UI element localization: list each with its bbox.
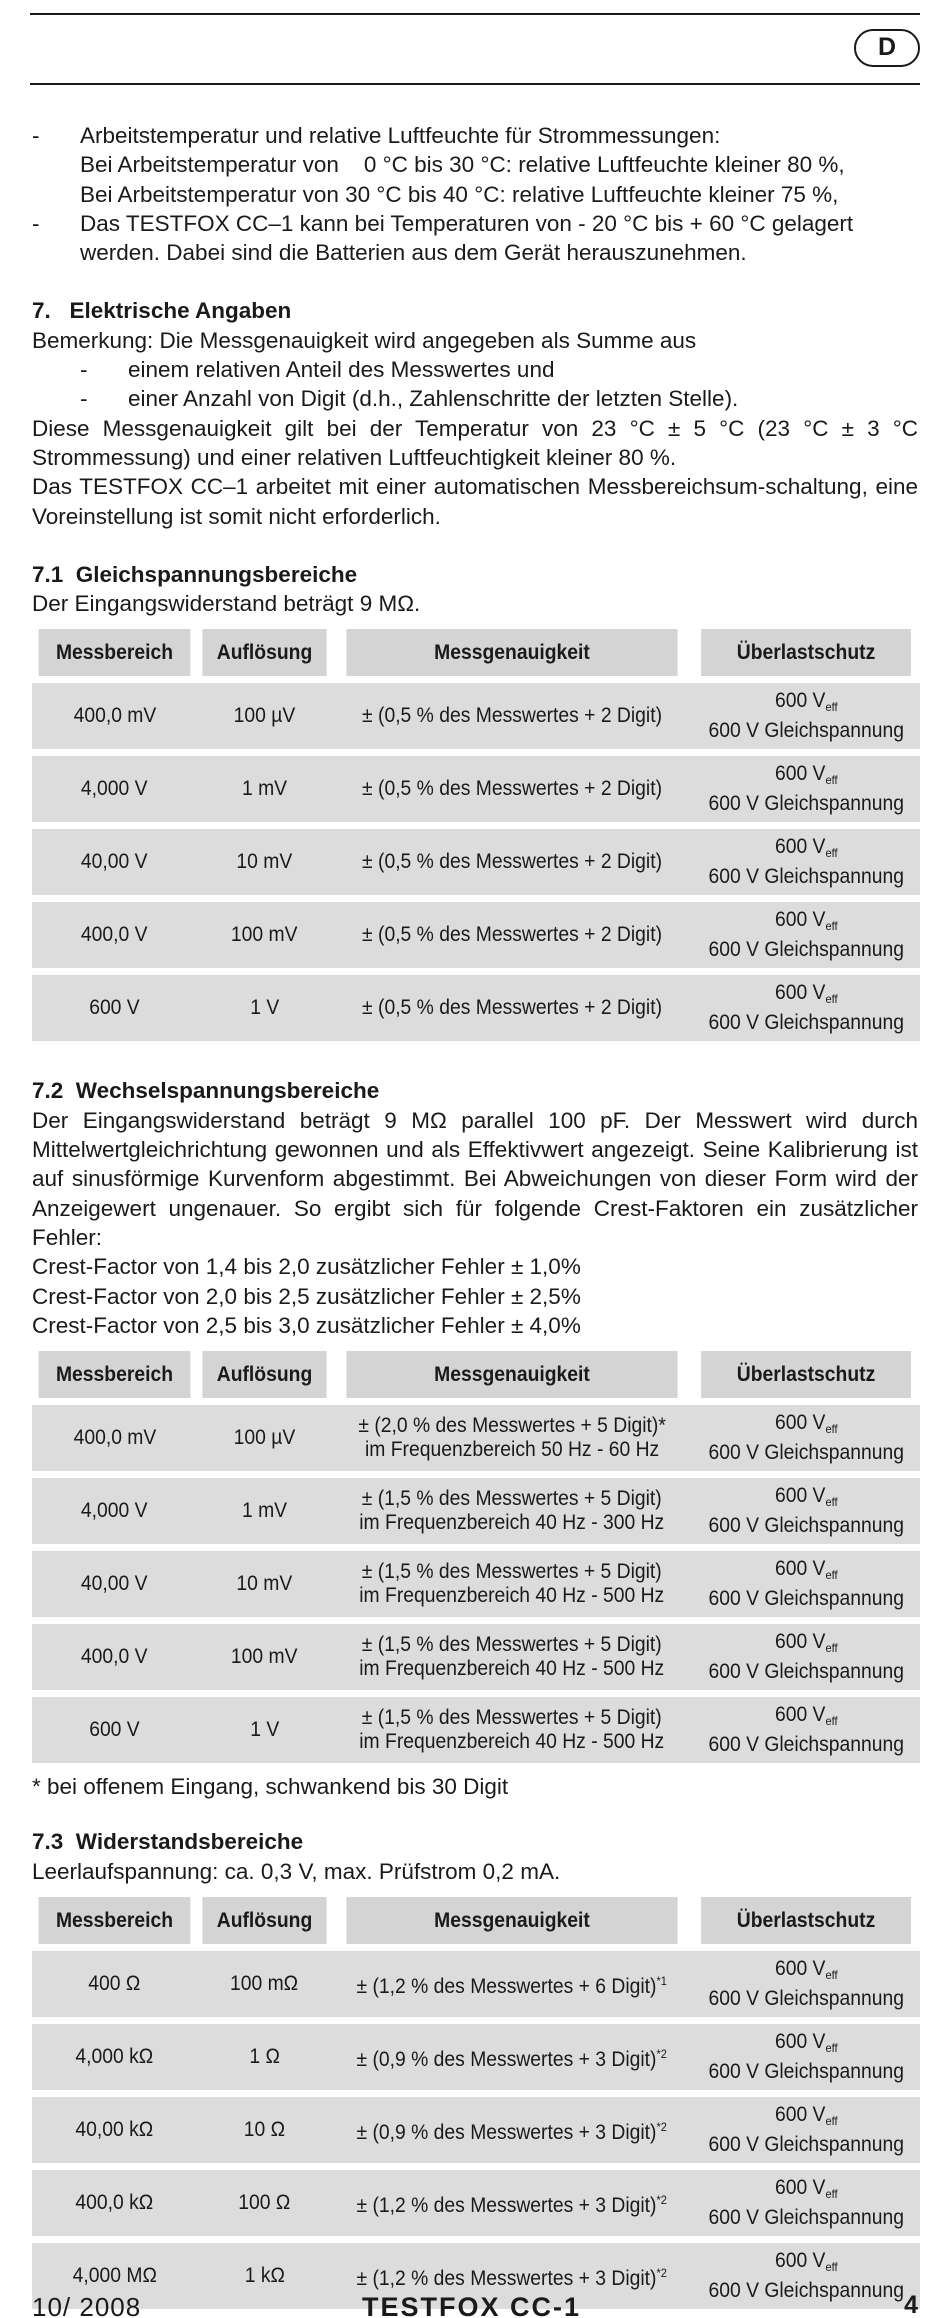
column-header: Messbereich (39, 1351, 191, 1398)
section-heading: 7.2 Wechselspannungsbereiche (32, 1078, 380, 1104)
table-row: 600 V 1 V ± (0,5 % des Messwertes + 2 Digit) 600 $V_{eff}$ 600 V Gleichspannung (32, 975, 920, 1041)
column-header: Messgenauigkeit (346, 1351, 677, 1398)
column-header: Auflösung (202, 1897, 326, 1944)
list-item: - Das TESTFOX CC–1 kann bei Temperaturen von - 20 °C bis + 60 °C gelagert werden. Dabei sind die Batterien aus dem Gerät herauszunehmen. (32, 210, 854, 266)
table-row: 4,000 V 1 mV ± (1,5 % des Messwertes + 5 Digit) im Frequenzbereich 40 Hz - 300 Hz 600 $V_{eff}$ 600 V Gleichspannung (32, 1478, 920, 1544)
list-item: - einer Anzahl von Digit (d.h., Zahlenschritte der letzten Stelle). (80, 386, 739, 412)
column-header: Überlastschutz (701, 629, 911, 676)
table-row: 400,0 mV 100 µV ± (2,0 % des Messwertes + 5 Digit)* im Frequenzbereich 50 Hz - 60 Hz 600 $V_{eff}$ 600 V Gleichspannung (32, 1405, 920, 1471)
footer-title: TESTFOX CC-1 (362, 2292, 582, 2318)
dc-voltage-table (32, 622, 920, 1048)
table-row: 4,000 V 1 mV ± (0,5 % des Messwertes + 2 Digit) 600 $V_{eff}$ 600 V Gleichspannung (32, 756, 920, 822)
page-content (32, 121, 918, 2318)
paragraph: Der Eingangswiderstand beträgt 9 MΩ parallel 100 pF. Der Messwert wird durch Mittelwertgleichrichtung gewonnen und als Effektivwert angezeigt. Seine Kalibrierung ist auf sinusförmige Kurvenform abgestimmt. Bei Abweichungen von dieser Form wird der Anzeigewert ungenauer. So ergibt sich für folgende Crest-Faktoren ein zusätzlicher Fehler: (32, 1107, 918, 1250)
column-header: Messgenauigkeit (346, 629, 677, 676)
section-heading: 7. Elektrische Angaben (32, 298, 292, 324)
table-row: 40,00 V 10 mV ± (0,5 % des Messwertes + 2 Digit) 600 $V_{eff}$ 600 V Gleichspannung (32, 829, 920, 895)
crest-line: Crest-Factor von 2,5 bis 3,0 zusätzlicher Fehler ± 4,0% (32, 1312, 581, 1338)
paragraph: Der Eingangswiderstand beträgt 9 MΩ. (32, 591, 421, 617)
column-header: Überlastschutz (701, 1351, 911, 1398)
table-row: 400 Ω 100 mΩ ± (1,2 % des Messwertes + 6 Digit)$^{*1}$ 600 $V_{eff}$ 600 V Gleichspannung (32, 1951, 920, 2017)
column-header: Auflösung (202, 1351, 326, 1398)
remark: Bemerkung: Die Messgenauigkeit wird angegeben als Summe aus (32, 327, 697, 353)
footnote: * bei offenem Eingang, schwankend bis 30 Digit (32, 1774, 509, 1800)
resistance-table (32, 1890, 920, 2316)
table-row: 400,0 mV 100 µV ± (0,5 % des Messwertes + 2 Digit) 600 $V_{eff}$ 600 V Gleichspannung (32, 683, 920, 749)
table-row: 4,000 kΩ 1 Ω ± (0,9 % des Messwertes + 3 Digit)$^{*2}$ 600 $V_{eff}$ 600 V Gleichspannung (32, 2024, 920, 2090)
table-row: 600 V 1 V ± (1,5 % des Messwertes + 5 Digit) im Frequenzbereich 40 Hz - 500 Hz 600 $V_{eff}$ 600 V Gleichspannung (32, 1697, 920, 1763)
top-rule (30, 13, 920, 15)
footer-date: 10/ 2008 (32, 2292, 142, 2318)
column-header: Überlastschutz (701, 1897, 911, 1944)
list-item: - Arbeitstemperatur und relative Luftfeuchte für Strommessungen: Bei Arbeitstemperatur von 0 °C bis 30 °C: relative Luftfeuchte kleiner 80 %, Bei Arbeitstemperatur von 30 °C bis 40 °C: relative Luftfeuchte kleiner 75 %, (32, 123, 845, 207)
section-heading: 7.3 Widerstandsbereiche (32, 1829, 304, 1855)
column-header: Auflösung (202, 629, 326, 676)
page-footer (32, 2282, 918, 2318)
crest-line: Crest-Factor von 1,4 bis 2,0 zusätzlicher Fehler ± 1,0% (32, 1254, 581, 1280)
paragraph: Diese Messgenauigkeit gilt bei der Temperatur von 23 °C ± 5 °C (23 °C ± 3 °C Strommessung) und einer relativen Luftfeuchtigkeit kleiner 80 %. (32, 415, 918, 470)
paragraph: Das TESTFOX CC–1 arbeitet mit einer automatischen Messbereichsum-schaltung, eine Voreinstellung ist somit nicht erforderlich. (32, 474, 918, 529)
crest-line: Crest-Factor von 2,0 bis 2,5 zusätzlicher Fehler ± 2,5% (32, 1283, 581, 1309)
header-rule (30, 83, 920, 85)
table-row: 4,000 MΩ 1 kΩ ± (1,2 % des Messwertes + 3 Digit)$^{*2}$ 600 $V_{eff}$ 600 V Gleichspannung (32, 2243, 920, 2309)
ac-voltage-table (32, 1344, 920, 1770)
table-row: 40,00 kΩ 10 Ω ± (0,9 % des Messwertes + 3 Digit)$^{*2}$ 600 $V_{eff}$ 600 V Gleichspannung (32, 2097, 920, 2163)
table-row: 40,00 V 10 mV ± (1,5 % des Messwertes + 5 Digit) im Frequenzbereich 40 Hz - 500 Hz 600 $V_{eff}$ 600 V Gleichspannung (32, 1551, 920, 1617)
list-item: - einem relativen Anteil des Messwertes und (80, 357, 555, 383)
language-badge: D (854, 29, 920, 67)
paragraph: Leerlaufspannung: ca. 0,3 V, max. Prüfstrom 0,2 mA. (32, 1858, 561, 1884)
page-number: 4 (904, 2291, 918, 2318)
table-row: 400,0 V 100 mV ± (1,5 % des Messwertes + 5 Digit) im Frequenzbereich 40 Hz - 500 Hz 600 $V_{eff}$ 600 V Gleichspannung (32, 1624, 920, 1690)
table-row: 400,0 kΩ 100 Ω ± (1,2 % des Messwertes + 3 Digit)$^{*2}$ 600 $V_{eff}$ 600 V Gleichspannung (32, 2170, 920, 2236)
column-header: Messgenauigkeit (346, 1897, 677, 1944)
table-row: 400,0 V 100 mV ± (0,5 % des Messwertes + 2 Digit) 600 $V_{eff}$ 600 V Gleichspannung (32, 902, 920, 968)
column-header: Messbereich (39, 1897, 191, 1944)
section-heading: 7.1 Gleichspannungsbereiche (32, 561, 358, 587)
column-header: Messbereich (39, 629, 191, 676)
